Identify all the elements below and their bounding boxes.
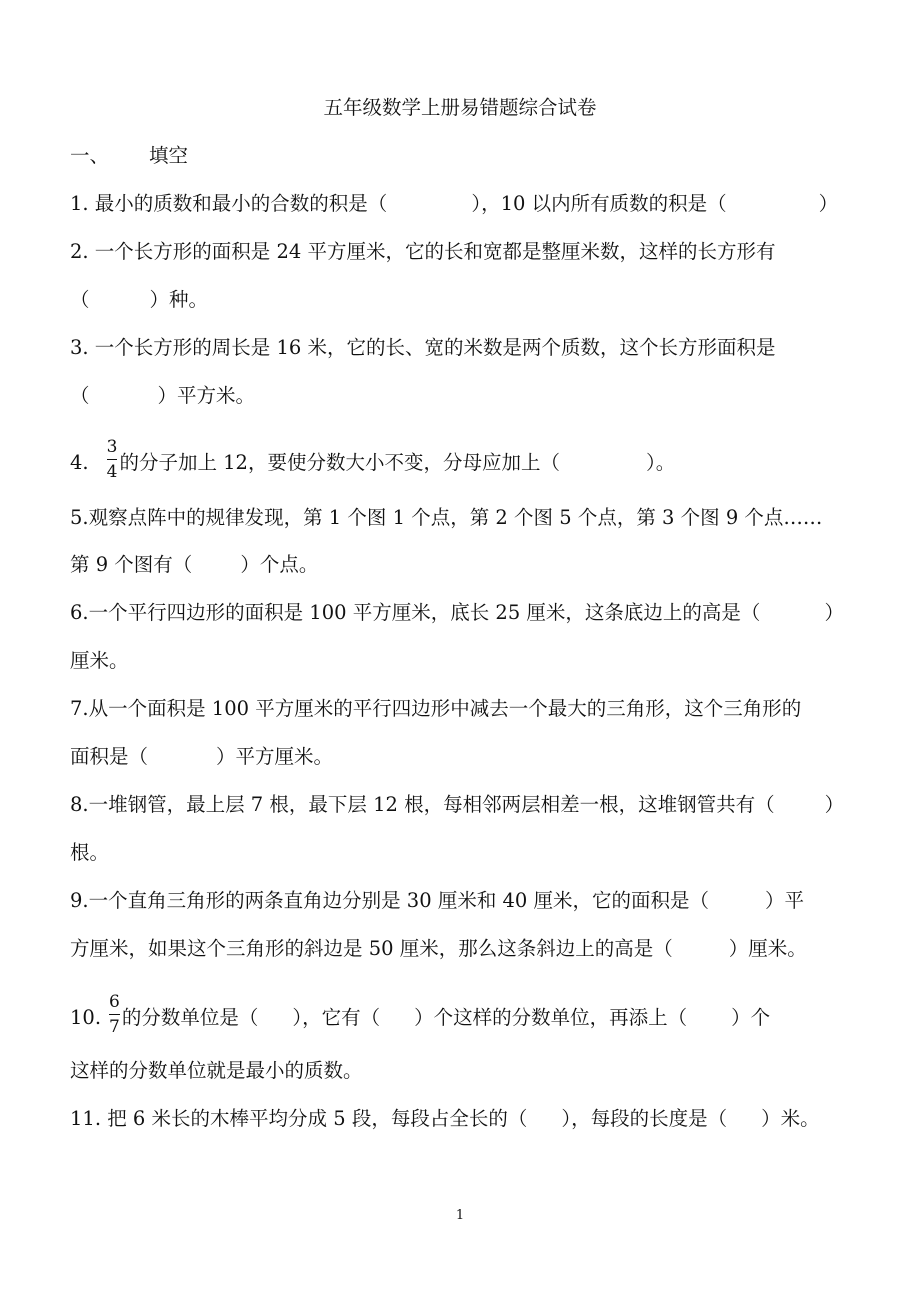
fraction-three-quarters: $\frac{3}{4}$ [106, 437, 118, 482]
page-number: 1 [455, 1208, 465, 1223]
question-5-line-1: 5.观察点阵中的规律发现，第 1 个图 1 个点，第 2 个图 5 个点，第 3 个图 9 个点…… [70, 506, 823, 529]
question-9-line-1: 9.一个直角三角形的两条直角边分别是 30 厘米和 40 厘米，它的面积是（ ）平 [70, 889, 805, 912]
section-name: 填空 [149, 144, 189, 167]
question-2-line-2: （ ）种。 [70, 288, 209, 311]
question-1: 1. 最小的质数和最小的合数的积是（ ），10 以内所有质数的积是（ ） [70, 192, 839, 215]
question-8-line-2: 根。 [70, 841, 110, 864]
fraction-six-sevenths: $\frac{6}{7}$ [109, 992, 120, 1037]
question-4: 4. $\frac{3}{4}$ 的分子加上 12，要使分数大小不变，分母应加上（ ）。 [70, 437, 676, 482]
section-heading [70, 142, 188, 170]
page-title: 五年级数学上册易错题综合试卷 [323, 96, 597, 119]
question-6-line-1: 6.一个平行四边形的面积是 100 平方厘米，底长 25 厘米，这条底边上的高是（ ） [70, 601, 844, 624]
question-6-line-2: 厘米。 [70, 649, 129, 672]
question-7-line-1: 7.从一个面积是 100 平方厘米的平行四边形中减去一个最大的三角形，这个三角形的 [70, 697, 802, 720]
question-3-line-1: 3. 一个长方形的周长是 16 米，它的长、宽的米数是两个质数，这个长方形面积是 [70, 336, 776, 359]
question-9-line-2: 方厘米，如果这个三角形的斜边是 50 厘米，那么这条斜边上的高是（ ）厘米。 [70, 937, 807, 960]
question-10-line-2: 这样的分数单位就是最小的质数。 [70, 1059, 363, 1082]
question-11: 11. 把 6 米长的木棒平均分成 5 段，每段占全长的（ ），每段的长度是（ ）米。 [70, 1107, 820, 1130]
question-7-line-2: 面积是（ ）平方厘米。 [70, 745, 334, 768]
question-2-line-1: 2. 一个长方形的面积是 24 平方厘米，它的长和宽都是整厘米数，这样的长方形有 [70, 240, 776, 263]
question-5-line-2: 第 9 个图有（ ）个点。 [70, 553, 319, 576]
section-number: 一、 [70, 144, 110, 167]
question-10-line-1: 10. $\frac{6}{7}$ 的分数单位是（ ），它有（ ）个这样的分数单位，再添上（ ）个 [70, 992, 771, 1037]
question-3-line-2: （ ）平方米。 [70, 384, 256, 407]
question-8-line-1: 8.一堆钢管，最上层 7 根，最下层 12 根，每相邻两层相差一根，这堆钢管共有（ ） [70, 793, 845, 816]
